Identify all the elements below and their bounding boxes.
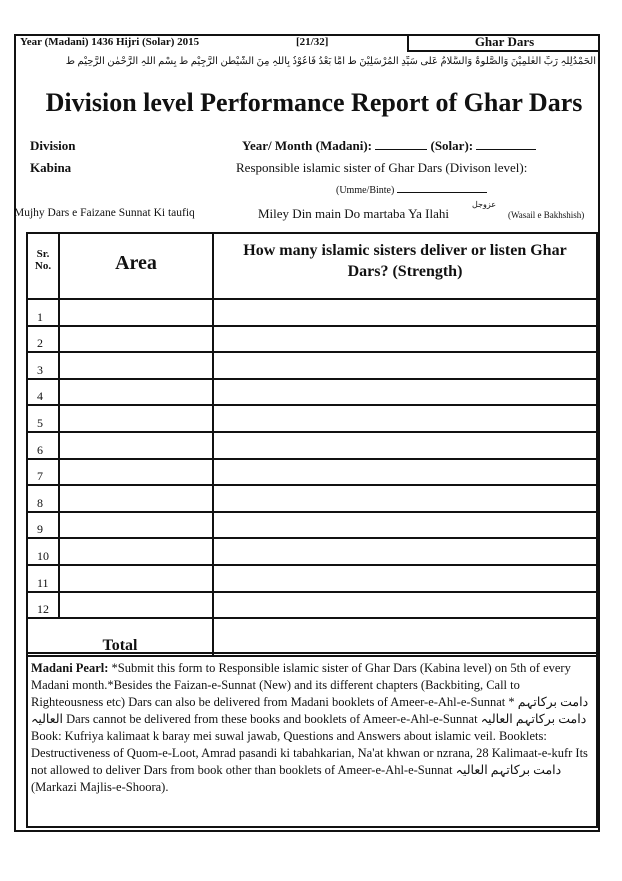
strength-cell[interactable] (213, 432, 597, 459)
total-cell[interactable] (213, 618, 597, 656)
table-row (27, 326, 597, 353)
madani-pearl (26, 652, 598, 828)
responsible-label: Responsible islamic sister of Ghar Dars (Divison level): (236, 160, 528, 175)
form-tag: Ghar Dars (407, 34, 600, 52)
solar-label: (Solar): (430, 138, 474, 153)
table-row (27, 352, 597, 379)
area-cell[interactable] (59, 379, 213, 406)
division-label: Division (30, 138, 76, 153)
table-row (27, 459, 597, 486)
sr-cell: 3 (27, 352, 59, 379)
sr-cell: 2 (27, 326, 59, 353)
page-number: [21/32] (296, 36, 329, 48)
strength-cell[interactable] (213, 592, 597, 619)
performance-table (26, 232, 598, 657)
table-row (27, 565, 597, 592)
strength-cell[interactable] (213, 326, 597, 353)
strength-cell[interactable] (213, 538, 597, 565)
solar-blank[interactable] (476, 139, 536, 150)
sr-cell: 8 (27, 485, 59, 512)
area-cell[interactable] (59, 432, 213, 459)
umme-binte-field[interactable] (336, 182, 487, 196)
total-label: Total (27, 618, 213, 656)
strength-cell[interactable] (213, 352, 597, 379)
taufiq-text: Mujhy Dars e Faizane Sunnat Ki taufiq (14, 207, 195, 219)
table-row (27, 538, 597, 565)
strength-cell[interactable] (213, 512, 597, 539)
area-cell[interactable] (59, 405, 213, 432)
page-title: Division level Performance Report of Ghar Dars (45, 88, 583, 117)
total-row (27, 618, 597, 656)
strength-cell[interactable] (213, 299, 597, 326)
azzawajal-text: عزوجل (472, 200, 497, 209)
area-cell[interactable] (59, 326, 213, 353)
area-cell[interactable] (59, 565, 213, 592)
arabic-invocation: اَلْحَمْدُلِلّٰہِ رَبِّ الْعٰلَمِیْنَ وَالصَّلٰوۃُ وَالسَّلَامُ عَلٰی سَیِّدِ الْمُرْسَلِیْنَ ط اَمَّا بَعْدُ فَاَعُوْذُ بِاللّٰہِ مِنَ الشَّیْطٰنِ الرَّجِیْمِ ط بِسْمِ اللّٰہِ الرَّحْمٰنِ الرَّحِیْمِ ط (65, 56, 596, 67)
sr-cell: 6 (27, 432, 59, 459)
sr-header: Sr. No. (27, 233, 59, 299)
umme-binte-label: (Umme/Binte) (336, 185, 395, 196)
pearl-label: Madani Pearl: (31, 661, 109, 675)
table-header-row (27, 233, 597, 299)
strength-cell[interactable] (213, 379, 597, 406)
strength-header: How many islamic sisters deliver or listen Ghar Dars? (Strength) (213, 233, 597, 299)
area-cell[interactable] (59, 485, 213, 512)
miley-text: Miley Din main Do martaba Ya Ilahi (258, 206, 449, 221)
sr-cell: 9 (27, 512, 59, 539)
area-cell[interactable] (59, 459, 213, 486)
table-row (27, 379, 597, 406)
pearl-text: *Submit this form to Responsible islamic sister of Ghar Dars (Kabina level) on 5th of every Madani month.*Besides the Faizan-e-Sunnat (New) and its different chapters (Backbiting, Call to Righteousness etc) Dars can also be delivered from Madani booklets of Ameer-e-Ahl-e-Sunnat * دامت برکاتہم العالیہ Dars cannot be delivered from these books and booklets of Ameer-e-Ahl-e-Sunnat دامت برکاتہم العالیہ Book: Kufriya kalimaat k baray mei suwal jawab, Questions and Answers about islamic veil. Booklets: Destructiveness of Quom-e-Loot, Amrad pasandi ki tabahkarian, Na'at khwan or nzrana, 28 Kalimaat-e-kufr Its not allowed to deliver Dars from book other than booklets of Ameer-e-Ahl-e-Sunnat دامت برکاتہم العالیہ (Markazi Majlis-e-Shoora). (31, 661, 589, 794)
area-cell[interactable] (59, 538, 213, 565)
kabina-label: Kabina (30, 160, 72, 175)
table-row (27, 405, 597, 432)
table-row (27, 485, 597, 512)
strength-cell[interactable] (213, 565, 597, 592)
table-row (27, 592, 597, 619)
strength-cell[interactable] (213, 485, 597, 512)
strength-cell[interactable] (213, 405, 597, 432)
area-cell[interactable] (59, 299, 213, 326)
area-header: Area (59, 233, 213, 299)
year-month-field[interactable] (242, 138, 536, 154)
area-cell[interactable] (59, 512, 213, 539)
responsible-name-blank[interactable] (397, 182, 487, 193)
area-cell[interactable] (59, 592, 213, 619)
area-cell[interactable] (59, 352, 213, 379)
year-line: Year (Madani) 1436 Hijri (Solar) 2015 (20, 36, 200, 48)
strength-cell[interactable] (213, 459, 597, 486)
sr-cell: 1 (27, 299, 59, 326)
sr-cell: 4 (27, 379, 59, 406)
year-month-blank[interactable] (375, 139, 427, 150)
sr-cell: 12 (27, 592, 59, 619)
wasail-text: (Wasail e Bakhshish) (508, 210, 585, 220)
table-row (27, 512, 597, 539)
sr-cell: 7 (27, 459, 59, 486)
table-row (27, 432, 597, 459)
sr-cell: 11 (27, 565, 59, 592)
year-month-label: Year/ Month (Madani): (242, 138, 372, 153)
header-bar (14, 34, 600, 52)
sr-cell: 10 (27, 538, 59, 565)
sr-cell: 5 (27, 405, 59, 432)
table-row (27, 299, 597, 326)
